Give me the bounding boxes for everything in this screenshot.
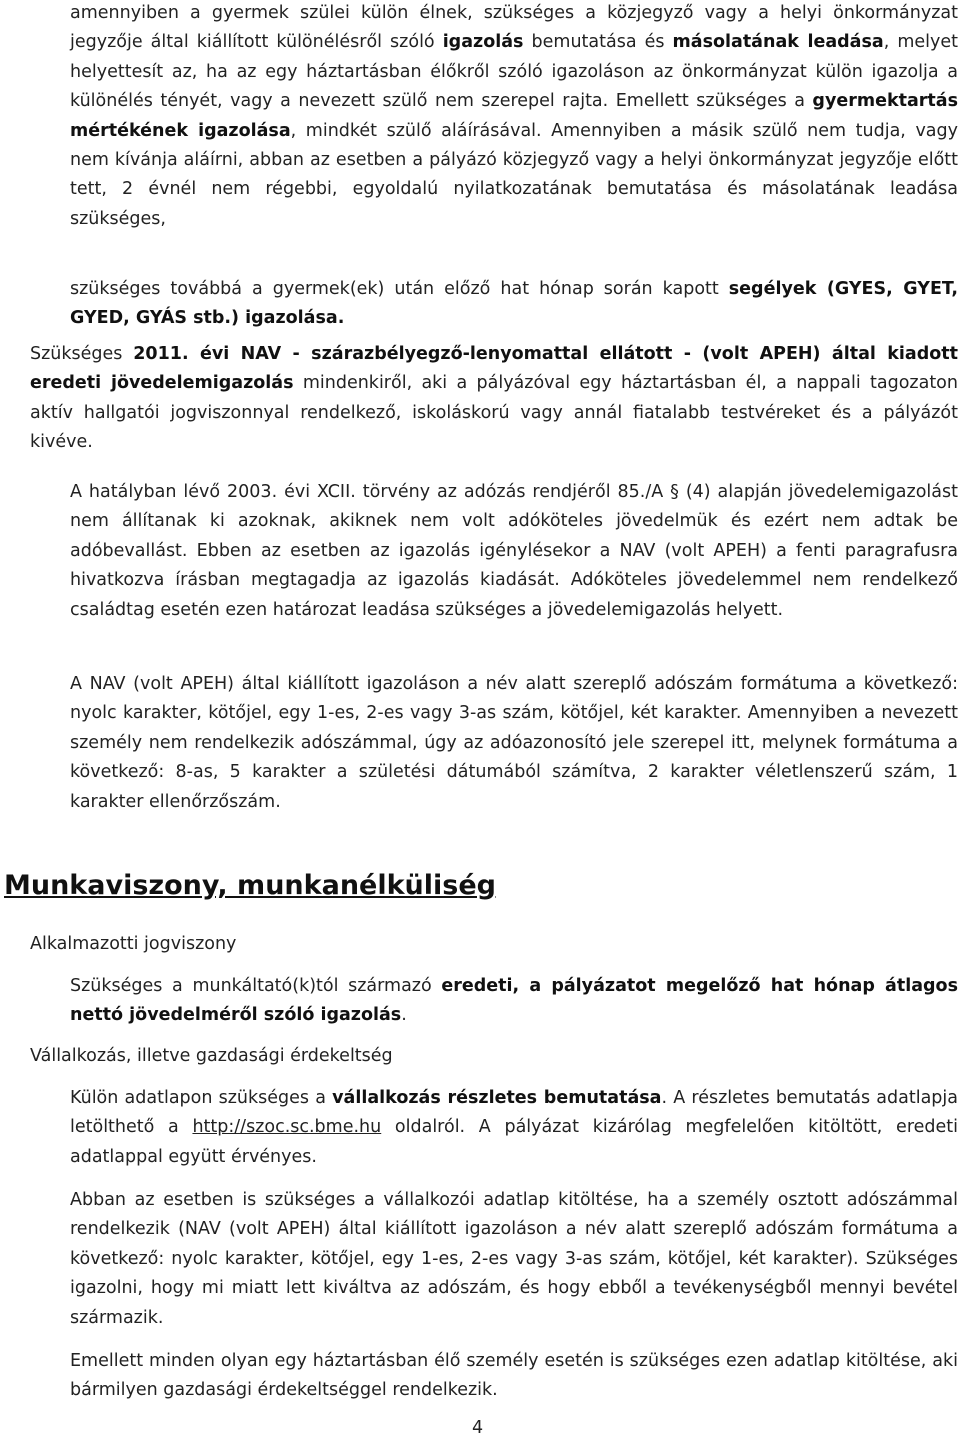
- text-run: .: [401, 1005, 407, 1026]
- page-number: 4: [472, 1418, 484, 1438]
- text-run: Szükséges a munkáltató(k)tól származó: [70, 976, 442, 996]
- subheading-employment: Alkalmazotti jogviszony: [30, 934, 237, 954]
- paragraph-household-members: Emellett minden olyan egy háztartásban élő személy esetén is szükséges ezen adatlap kitöltése, aki bármilyen gazdasági érdekeltséggel rendelkezik.: [70, 1351, 958, 1401]
- text-run: oldalról. A pályázat kizárólag megfelelően kitöltött, eredeti adatlappal együtt érvényes.: [70, 1117, 958, 1167]
- text-run: mindenkiről, aki a pályázóval egy háztartásban él, a nappali tagozaton aktív hallgatói jogviszonnyal rendelkező, iskoláskorú vagy annál fiatalabb testvéreket és a pályázót kivéve.: [30, 373, 958, 453]
- section-heading: Munkaviszony, munkanélküliség: [4, 870, 496, 901]
- paragraph-separated-parents: [70, 0, 958, 234]
- bold-run: vállalkozás részletes bemutatása: [332, 1088, 662, 1108]
- szoc-website-link[interactable]: http://szoc.sc.bme.hu: [192, 1117, 382, 1138]
- paragraph-employer-certificate: [70, 972, 958, 1031]
- bold-run: másolatának leadása: [672, 32, 884, 53]
- paragraph-income-certificate: [30, 340, 958, 458]
- bold-run: segélyek (GYES, GYET, GYED, GYÁS stb.) igazolása: [70, 279, 958, 329]
- bold-run: eredeti, a pályázatot megelőző hat hónap átlagos nettó jövedelméről szóló igazolás: [70, 976, 959, 1026]
- paragraph-tax-law: A hatályban lévő 2003. évi XCII. törvény az adózás rendjéről 85./A § (4) alapján jövedelemigazolást nem állítanak ki azoknak, akiknek nem volt adóköteles jövedelmük és ezért nem adtak be adóbevallást. Ebben az esetben az igazolás igénylésekor a NAV (volt APEH) a fenti paragrafusra hivatkozva írásban megtagadja az igazolás kiadását. Adóköteles jövedelemmel nem rendelkező családtag esetén ezen határozat leadása szükséges a jövedelemigazolás helyett.: [70, 482, 958, 620]
- text-run: bemutatása és: [523, 32, 673, 53]
- text-run: amennyiben a gyermek szülei külön élnek, szükséges a közjegyző vagy a helyi önkormányzat jegyzője által kiállított különélésről szóló: [70, 3, 958, 53]
- text-run: Külön adatlapon szükséges a: [70, 1088, 333, 1108]
- paragraph-tax-number-format: A NAV (volt APEH) által kiállított igazoláson a név alatt szereplő adószám formátuma a következő: nyolc karakter, kötőjel, egy 1-es, 2-es vagy 3-as szám, kötőjel, két karakter. Amennyiben a nevezett személy nem rendelkezik adószámmal, úgy az adóazonosító jele szerepel itt, melynek formátuma a következő: 8-as, 5 karakter a születési dátumából számítva, 2 karakter véletlenszerű szám, 1 karakter ellenőrzőszám.: [70, 674, 958, 812]
- text-run: , mindkét szülő aláírásával. Amennyiben a másik szülő nem tudja, vagy nem kívánja aláírni, abban az esetben a pályázó közjegyző vagy a helyi önkormányzat jegyzője előtt tett, 2 évnél nem régebbi, egyoldalú nyilatkozatának bemutatása és másolatának leadása szükséges,: [70, 120, 958, 229]
- bold-run: 2011. évi NAV - szárazbélyegző-lenyomattal ellátott - (volt APEH) által kiadott eredeti jövedelemigazolás: [30, 344, 958, 394]
- subheading-business: Vállalkozás, illetve gazdasági érdekeltség: [30, 1046, 393, 1066]
- bold-run: .: [337, 308, 345, 329]
- text-run: , melyet helyettesít az, ha az egy háztartásban élőkről szóló igazoláson az önkormányzat külön igazolja a különélés tényét, vagy a nevezett szülő nem szerepel rajta. Emellett szükséges a: [70, 32, 958, 112]
- paragraph-shared-tax-number: Abban az esetben is szükséges a vállalkozói adatlap kitöltése, ha a személy osztott adószámmal rendelkezik (NAV (volt APEH) által kiállított igazoláson a név alatt szereplő adószám formátuma a következő: nyolc karakter, kötőjel, egy 1-es, 2-es vagy 3-as szám, kötőjel, két karakter). Szükséges igazolni, hogy mi miatt lett kiváltva az adószám, és hogy ebből a tevékenységből mennyi bevétel származik.: [70, 1190, 958, 1328]
- text-run: . A részletes bemutatás adatlapja letölthető a: [70, 1088, 959, 1138]
- paragraph-benefits: [70, 275, 958, 334]
- bold-run: igazolás: [442, 32, 524, 53]
- paragraph-business-form: [70, 1084, 958, 1172]
- text-run: Szükséges: [30, 344, 134, 364]
- text-run: szükséges továbbá a gyermek(ek) után előző hat hónap során kapott: [70, 279, 729, 299]
- bold-run: gyermektartás mértékének igazolása: [70, 91, 958, 141]
